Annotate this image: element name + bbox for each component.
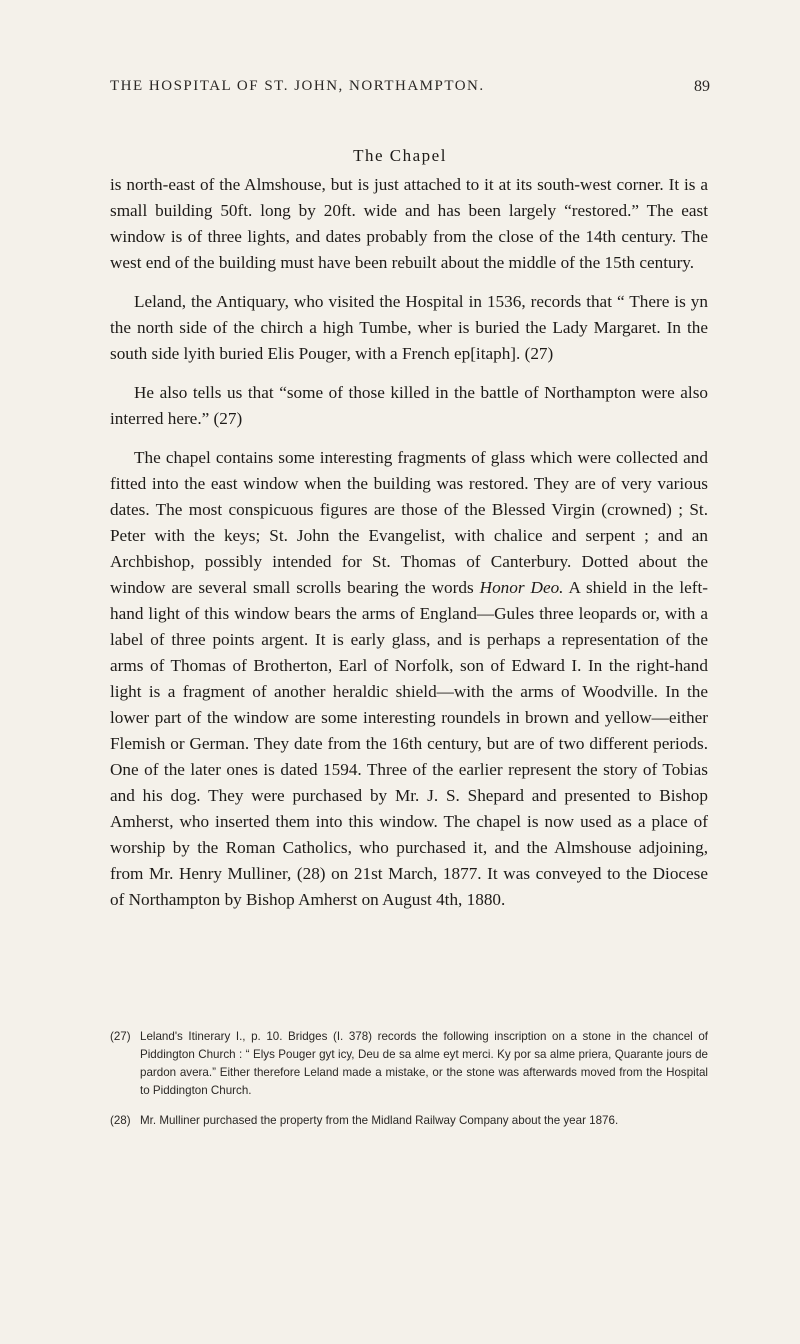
section-title: The Chapel: [353, 146, 447, 165]
footnote-text: Leland's Itinerary I., p. 10. Bridges (I. 378) records the following inscription on a stone in the chancel of Piddington Church : “ Elys Pouger gyt icy, Deu de sa alme eyt merci. Ky por sa alme priera, Quarante jours de pardon avera.” Either therefore Leland made a mistake, or the stone was afterwards moved from the Hospital to Piddington Church.: [140, 1030, 708, 1097]
paragraph-3: He also tells us that “some of those killed in the battle of Northampton were also interred here.” (27): [110, 383, 708, 428]
footnote-27: [110, 1028, 708, 1100]
running-head: [110, 78, 710, 100]
footnote-28: [110, 1112, 708, 1130]
footnote-number: (28): [110, 1114, 131, 1127]
paragraph-1: is north-east of the Almshouse, but is just attached to it at its south-west corner. It is a small building 50ft. long by 20ft. wide and has been largely “restored.” The east window is of three lights, and dates probably from the close of the 14th century. The west end of the building must have been rebuilt about the middle of the 15th century.: [110, 175, 708, 272]
footnote-text: Mr. Mulliner purchased the property from the Midland Railway Company about the year 1876.: [140, 1114, 619, 1127]
page-number: 89: [694, 78, 710, 95]
paragraph-2: Leland, the Antiquary, who visited the Hospital in 1536, records that “ There is yn the north side of the chirch a high Tumbe, wher is buried the Lady Margaret. In the south side lyith buried Elis Pouger, with a French ep[itaph]. (27): [110, 292, 708, 363]
footnote-number: (27): [110, 1030, 131, 1043]
body-text: [110, 172, 708, 926]
running-head-title: THE HOSPITAL OF ST. JOHN, NORTHAMPTON.: [110, 78, 485, 94]
footnotes: [110, 1028, 708, 1142]
paragraph-4-text-before: The chapel contains some interesting fragments of glass which were collected and fitted into the east window when the building was restored. They are of very various dates. The most conspicuous figures are those of the Blessed Virgin (crowned) ; St. Peter with the keys; St. John the Evangelist, with chalice and serpent ; and an Archbishop, possibly intended for St. Thomas of Canterbury. Dotted about the window are several small scrolls bearing the words: [110, 448, 708, 597]
paragraph-4-text-after: A shield in the left-hand light of this window bears the arms of England—Gules three leopards or, with a label of three points argent. It is early glass, and is perhaps a representation of the arms of Thomas of Brotherton, Earl of Norfolk, son of Edward I. In the right-hand light is a fragment of another heraldic shield—with the arms of Woodville. In the lower part of the window are some interesting roundels in brown and yellow—either Flemish or German. They date from the 16th century, but are of two different periods. One of the later ones is dated 1594. Three of the earlier represent the story of Tobias and his dog. They were purchased by Mr. J. S. Shepard and presented to Bishop Amherst, who inserted them into this window. The chapel is now used as a place of worship by the Roman Catholics, who purchased it, and the Almshouse adjoining, from Mr. Henry Mulliner, (28) on 21st March, 1877. It was conveyed to the Diocese of Northampton by Bishop Amherst on August 4th, 1880.: [110, 578, 709, 909]
italic-phrase: Honor Deo.: [479, 578, 564, 597]
paragraph-4: [110, 445, 708, 913]
